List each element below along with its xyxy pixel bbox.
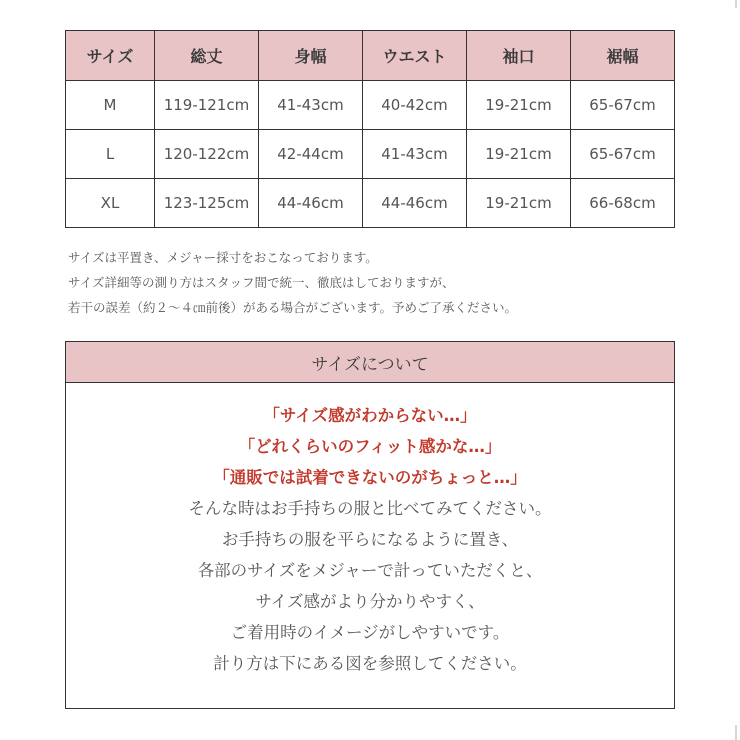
highlight-line: 「サイズ感がわからない…」: [263, 406, 477, 425]
scroll-edge-top: [735, 0, 737, 8]
cell-waist: 40-42cm: [363, 81, 467, 130]
body-line: 計り方は下にある図を参照してください。: [213, 654, 527, 673]
about-size-box: [65, 341, 675, 709]
cell-total-length: 123-125cm: [155, 179, 259, 228]
cell-cuff: 19-21cm: [467, 130, 571, 179]
table-row: [66, 130, 675, 179]
header-waist: ウエスト: [363, 31, 467, 81]
cell-cuff: 19-21cm: [467, 179, 571, 228]
highlight-line: 「通販では試着できないのがちょっと…」: [213, 468, 527, 487]
table-row: [66, 179, 675, 228]
highlight-line: 「どれくらいのフィット感かな…」: [238, 437, 502, 456]
size-table-header-row: [66, 31, 675, 81]
body-line: ご着用時のイメージがしやすいです。: [230, 623, 510, 642]
cell-total-length: 120-122cm: [155, 130, 259, 179]
cell-waist: 44-46cm: [363, 179, 467, 228]
cell-size: M: [66, 81, 155, 130]
size-table: [65, 30, 675, 228]
measurement-notes: [68, 245, 668, 320]
header-hem-width: 裾幅: [571, 31, 675, 81]
body-line: お手持ちの服を平らになるように置き、: [221, 530, 519, 549]
cell-hem-width: 66-68cm: [571, 179, 675, 228]
cell-total-length: 119-121cm: [155, 81, 259, 130]
cell-waist: 41-43cm: [363, 130, 467, 179]
note-line: 若干の誤差（約２～４㎝前後）がある場合がございます。予めご了承ください。: [68, 300, 518, 315]
note-line: サイズは平置き、メジャー採寸をおこなっております。: [68, 250, 378, 265]
body-line: 各部のサイズをメジャーで計っていただくと、: [197, 561, 543, 580]
cell-body-width: 44-46cm: [259, 179, 363, 228]
about-size-title: サイズについて: [66, 342, 674, 383]
body-line: そんな時はお手持ちの服と比べてみてください。: [188, 499, 552, 518]
header-body-width: 身幅: [259, 31, 363, 81]
cell-size: XL: [66, 179, 155, 228]
about-size-body: [66, 383, 674, 679]
cell-cuff: 19-21cm: [467, 81, 571, 130]
body-line: サイズ感がより分かりやすく、: [255, 592, 485, 611]
cell-size: L: [66, 130, 155, 179]
header-cuff: 袖口: [467, 31, 571, 81]
header-total-length: 総丈: [155, 31, 259, 81]
scroll-edge-bottom: [735, 725, 737, 740]
table-row: [66, 81, 675, 130]
header-size: サイズ: [66, 31, 155, 81]
cell-body-width: 42-44cm: [259, 130, 363, 179]
cell-body-width: 41-43cm: [259, 81, 363, 130]
cell-hem-width: 65-67cm: [571, 81, 675, 130]
cell-hem-width: 65-67cm: [571, 130, 675, 179]
note-line: サイズ詳細等の測り方はスタッフ間で統一、徹底はしておりますが、: [68, 275, 455, 290]
